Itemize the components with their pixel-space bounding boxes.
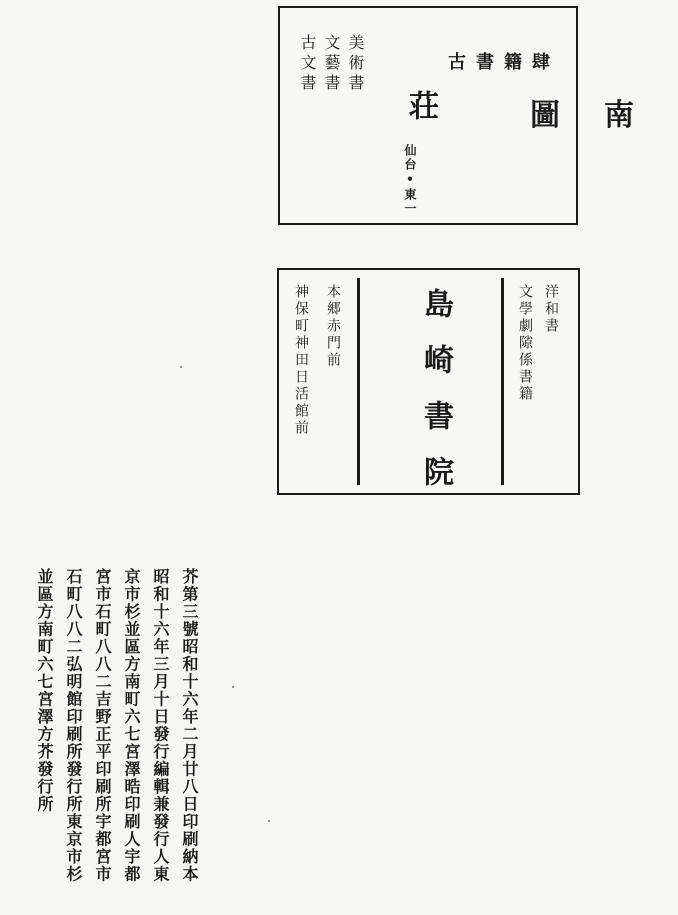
shop-name-part1: 圖南 <box>530 98 678 133</box>
shop-name-part2: 荘 <box>403 90 438 144</box>
store-location-2: 神保町神田日活館前 <box>293 284 309 437</box>
category-art-books: 美術書 <box>346 34 365 94</box>
bookshop-ad-shimazaki <box>277 268 580 512</box>
colophon-line: 芥第三號昭和十六年二月廿八日印刷納本 <box>180 568 199 883</box>
colophon <box>28 568 203 908</box>
category-western-japanese-books: 洋和書 <box>543 284 559 335</box>
shop-address: 仙台•東一 <box>403 144 417 216</box>
store-location-1: 本郷赤門前 <box>325 284 341 369</box>
colophon-line: 宮市石町八八二吉野正平印刷所宇都宮市 <box>93 568 112 883</box>
paper-speck <box>180 366 182 368</box>
category-literature-books: 文藝書 <box>322 34 341 94</box>
category-literature-theatre-books: 文學劇𨻶係書籍 <box>517 284 533 403</box>
shop-category-header: 古書籍肆 <box>448 52 560 73</box>
paper-speck <box>232 686 234 688</box>
colophon-line: 並區方南町六七宮澤方芥發行所 <box>35 568 54 813</box>
category-old-documents: 古文書 <box>298 34 317 94</box>
left-divider <box>357 278 360 485</box>
bookshop-ad-tonanso <box>278 6 678 225</box>
shop-name: 島崎書院 <box>418 288 453 512</box>
colophon-line: 昭和十六年三月十日發行編輯兼發行人東 <box>151 568 170 883</box>
colophon-line: 京市杉並區方南町六七宮澤晧印刷人宇都 <box>122 568 141 883</box>
colophon-line: 石町八八二弘明館印刷所發行所東京市杉 <box>64 568 83 883</box>
right-divider <box>501 278 504 485</box>
paper-speck <box>268 820 270 822</box>
